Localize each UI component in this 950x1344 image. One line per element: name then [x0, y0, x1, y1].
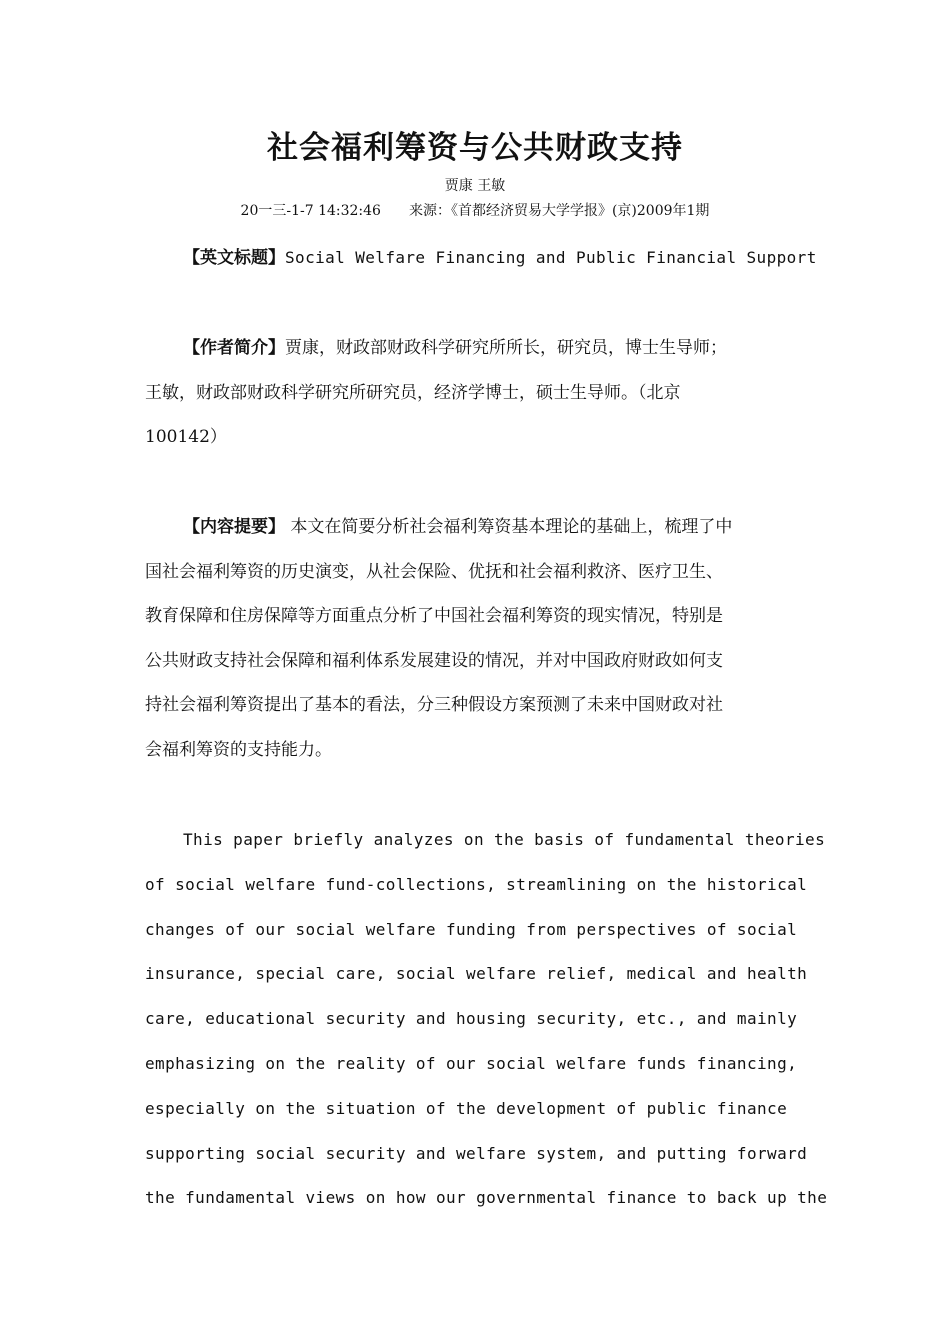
article-source: 来源：《首都经济贸易大学学报》(京)2009年1期 — [408, 203, 710, 219]
english-title-label: 【英文标题】 — [183, 248, 285, 268]
english-abstract-line: insurance, special care, social welfare relief, medical and health — [145, 964, 808, 984]
abstract-line: 会福利筹资的支持能力。 — [145, 739, 332, 760]
english-abstract-line: changes of our social welfare funding from perspectives of social — [145, 919, 798, 939]
english-title-value: Social Welfare Financing and Public Financial Support — [285, 248, 817, 267]
abstract-line: 公共财政支持社会保障和福利体系发展建设的情况，并对中国政府财政如何支 — [145, 650, 723, 671]
publish-datetime: 20一三-1-7 14:32:46 — [240, 203, 381, 219]
english-abstract-line: of social welfare fund-collections, streamlining on the historical — [145, 874, 808, 894]
english-abstract-line: This paper briefly analyzes on the basis of fundamental theories — [183, 830, 826, 849]
english-title-section — [145, 236, 817, 281]
english-abstract-section — [145, 818, 828, 1221]
abstract-line: 教育保障和住房保障等方面重点分析了中国社会福利筹资的现实情况，特别是 — [145, 606, 723, 627]
author-intro-line: 贾康，财政部财政科学研究所所长，研究员，博士生导师； — [285, 338, 727, 358]
english-abstract-line: supporting social security and welfare system, and putting forward — [145, 1143, 808, 1163]
abstract-line: 持社会福利筹资提出了基本的看法，分三种假设方案预测了未来中国财政对社 — [145, 695, 723, 716]
abstract-label: 【内容提要】 — [183, 517, 285, 537]
english-abstract-line: especially on the situation of the development of public finance — [145, 1098, 788, 1118]
article-title: 社会福利筹资与公共财政支持 — [267, 130, 683, 166]
english-abstract-line: emphasizing on the reality of our social welfare funds financing, — [145, 1053, 798, 1073]
english-abstract-line: the fundamental views on how our governmental finance to back up the — [145, 1188, 828, 1208]
author-intro-section — [145, 326, 810, 460]
abstract-section — [145, 505, 810, 773]
author-intro-label: 【作者简介】 — [183, 338, 285, 358]
author-intro-line: 王敏，财政部财政科学研究所研究员，经济学博士，硕士生导师。（北京 — [145, 382, 681, 403]
abstract-line: 国社会福利筹资的历史演变，从社会保险、优抚和社会福利救济、医疗卫生、 — [145, 561, 723, 582]
article-authors: 贾康 王敏 — [444, 178, 506, 194]
article-meta — [0, 201, 950, 221]
author-intro-line: 100142） — [145, 427, 227, 448]
abstract-line: 本文在简要分析社会福利筹资基本理论的基础上，梳理了中 — [285, 517, 733, 537]
english-abstract-line: care, educational security and housing security, etc., and mainly — [145, 1009, 798, 1029]
